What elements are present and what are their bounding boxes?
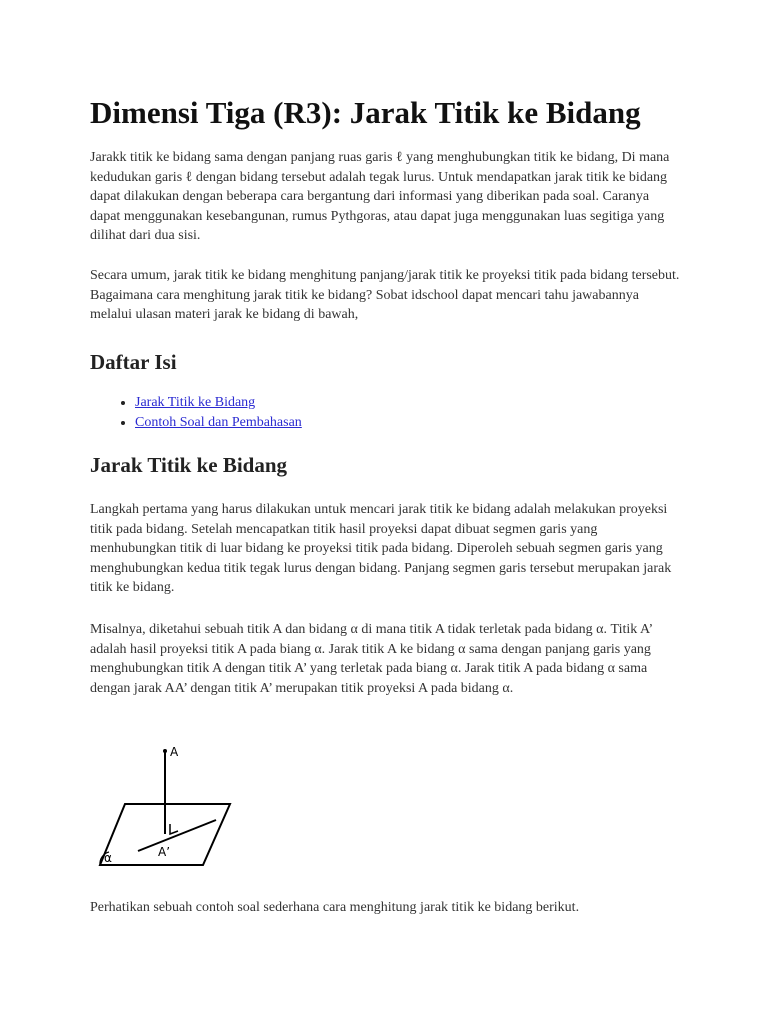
line-on-plane bbox=[138, 820, 216, 851]
toc-link-contoh-soal[interactable]: Contoh Soal dan Pembahasan bbox=[135, 414, 302, 430]
point-plane-diagram bbox=[90, 738, 250, 868]
right-angle-marker bbox=[170, 824, 178, 834]
intro-paragraph-1: Jarakk titik ke bidang sama dengan panjang ruas garis ℓ yang menghubungkan titik ke bidang, Di mana kedudukan garis ℓ dengan bidang tersebut adalah tegak lurus. Untuk mendapatkan jarak titik ke bidang dapat dilakukan dengan beberapa cara bergantung dari informasi yang diberikan pada soal. Caranya dapat menggunakan kesebangunan, rumus Pythgoras, atau dapat juga menggunakan luas segitiga yang dilihat dari dua sisi. bbox=[90, 150, 670, 243]
section-paragraph-2: Misalnya, diketahui sebuah titik A dan bidang α di mana titik A tidak terletak pada bidang α. Titik A’ adalah hasil proyeksi titik A pada biang α. Jarak titik A ke bidang α sama dengan panjang garis yang menghubungkan titik A dengan titik A’ yang terletak pada biang α. Jarak titik A pada bidang α sama dengan jarak AA’ dengan titik A’ merupakan titik proyeksi A pada bidang α. bbox=[90, 622, 653, 696]
section-paragraph-3: Perhatikan sebuah contoh soal sederhana cara menghitung jarak titik ke bidang berikut. bbox=[90, 900, 580, 915]
table-of-contents bbox=[90, 393, 302, 432]
section-heading: Jarak Titik ke Bidang bbox=[90, 453, 288, 477]
intro-paragraph-2: Secara umum, jarak titik ke bidang menghitung panjang/jarak titik ke proyeksi titik pada bidang tersebut. Bagaimana cara menghitung jarak titik ke bidang? Sobat idschool dapat mencari tahu jawabannya melalui ulasan materi jarak ke bidang di bawah, bbox=[90, 268, 680, 322]
label-projection-a: A’ bbox=[158, 845, 171, 859]
label-point-a: A bbox=[170, 745, 179, 759]
point-a-dot bbox=[163, 749, 167, 753]
toc-heading: Daftar Isi bbox=[90, 350, 177, 374]
page-title: Dimensi Tiga (R3): Jarak Titik ke Bidang bbox=[90, 95, 641, 130]
toc-item bbox=[135, 413, 302, 433]
label-plane-alpha: α bbox=[104, 851, 112, 865]
section-paragraph-1: Langkah pertama yang harus dilakukan untuk mencari jarak titik ke bidang adalah melakukan proyeksi titik pada bidang. Setelah mencapatkan titik hasil proyeksi dapat dibuat segmen garis yang menhubungkan titik di luar bidang ke proyeksi titik pada bidang. Diperoleh sebuah segmen garis yang menghubungkan kedua titik tegak lurus dengan bidang. Panjang segmen garis tersebut merupakan jarak titik ke bidang. bbox=[90, 502, 672, 595]
toc-item bbox=[135, 393, 302, 413]
toc-link-jarak-titik[interactable]: Jarak Titik ke Bidang bbox=[135, 395, 256, 410]
diagram-svg bbox=[90, 738, 250, 868]
